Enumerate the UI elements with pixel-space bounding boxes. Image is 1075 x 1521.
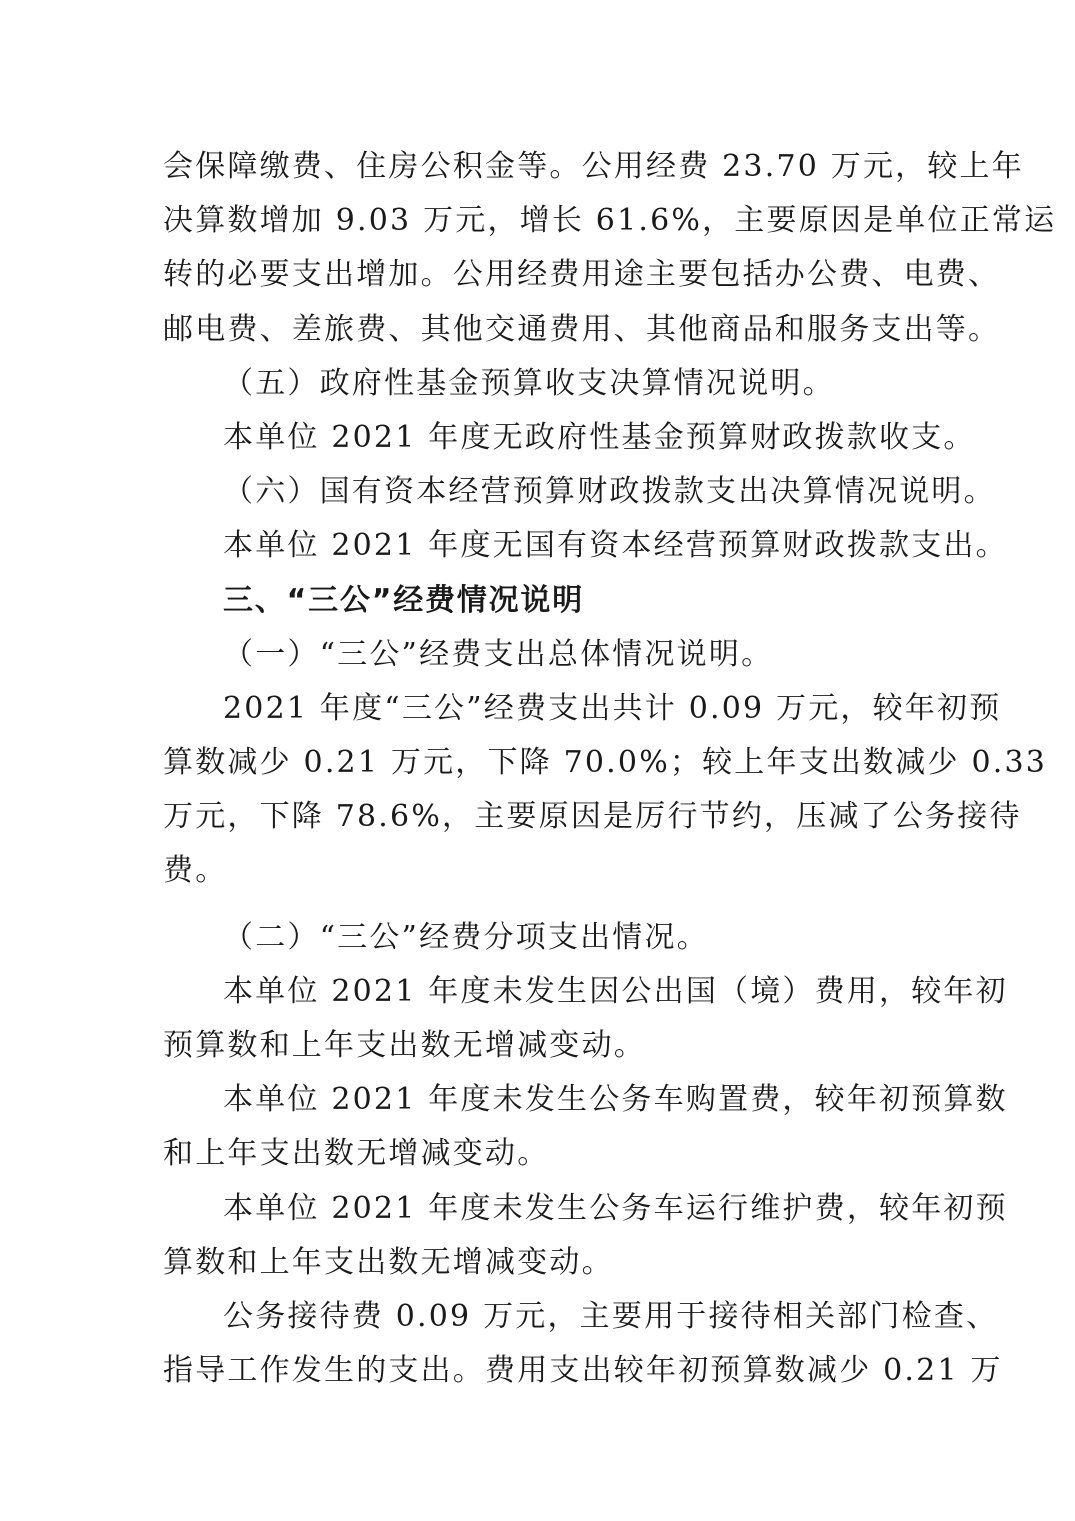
- paragraph-gap: [163, 899, 915, 911]
- chapter-heading: 三、“三公”经费情况说明: [223, 582, 585, 618]
- section-heading: （一）“三公”经费支出总体情况说明。: [223, 636, 774, 672]
- paragraph-line: 本单位 2021 年度未发生因公出国（境）费用，较年初: [223, 973, 1008, 1009]
- paragraph-line: 万元，下降 78.6%，主要原因是厉行节约，压减了公务接待: [163, 799, 1022, 835]
- paragraph-line: 本单位 2021 年度未发生公务车运行维护费，较年初预: [223, 1190, 1008, 1226]
- paragraph-line: 指导工作发生的支出。费用支出较年初预算数减少 0.21 万: [163, 1353, 1003, 1389]
- paragraph-line: 决算数增加 9.03 万元，增长 61.6%，主要原因是单位正常运: [163, 203, 1057, 239]
- paragraph-line: 2021 年度“三公”经费支出共计 0.09 万元，较年初预: [223, 690, 1002, 726]
- paragraph-line: 本单位 2021 年度未发生公务车购置费，较年初预算数: [223, 1082, 1008, 1118]
- paragraph-line: 会保障缴费、住房公积金等。公用经费 23.70 万元，较上年: [163, 149, 1024, 184]
- document-page: [163, 140, 1057, 1398]
- paragraph-line: 公务接待费 0.09 万元，主要用于接待相关部门检查、: [223, 1298, 999, 1334]
- section-heading: （二）“三公”经费分项支出情况。: [223, 919, 709, 955]
- paragraph-line: 算数减少 0.21 万元，下降 70.0%；较上年支出数减少 0.33: [163, 745, 1048, 781]
- section-heading: （五）政府性基金预算收支决算情况说明。: [223, 365, 835, 401]
- paragraph-line: 邮电费、差旅费、其他交通费用、其他商品和服务支出等。: [163, 311, 1001, 347]
- paragraph-line: 费。: [163, 853, 228, 889]
- paragraph-line: 本单位 2021 年度无政府性基金预算财政拨款收支。: [223, 419, 976, 455]
- paragraph-line: 转的必要支出增加。公用经费用途主要包括办公费、电费、: [163, 257, 1001, 293]
- paragraph-line: 预算数和上年支出数无增减变动。: [163, 1028, 646, 1063]
- section-heading: （六）国有资本经营预算财政拨款支出决算情况说明。: [223, 474, 996, 510]
- paragraph-line: 算数和上年支出数无增减变动。: [163, 1244, 614, 1280]
- paragraph-line: 本单位 2021 年度无国有资本经营预算财政拨款支出。: [223, 528, 1008, 564]
- paragraph-line: 和上年支出数无增减变动。: [163, 1136, 550, 1172]
